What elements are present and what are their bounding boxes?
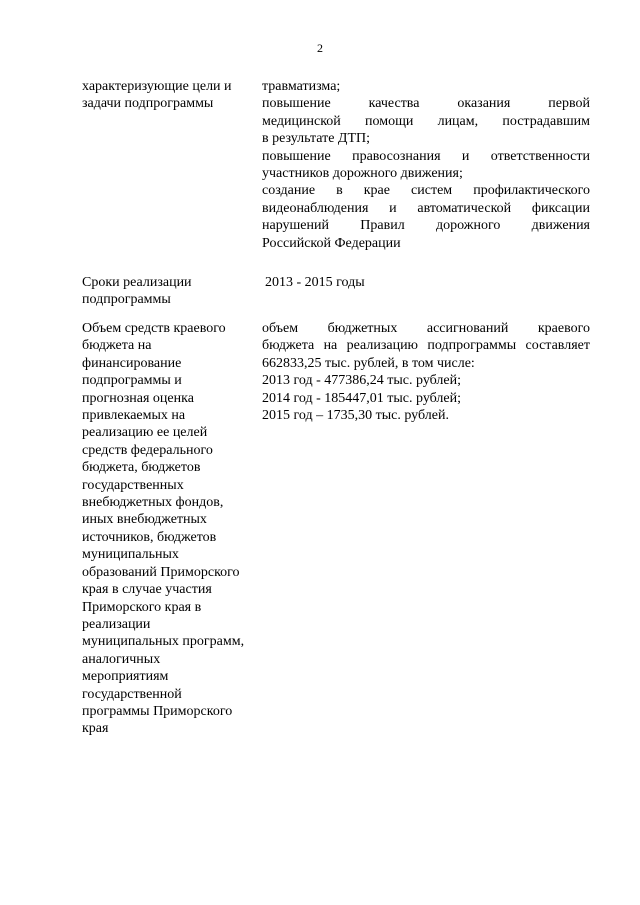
label-line: иных внебюджетных xyxy=(82,512,207,528)
label-line: внебюджетных фондов, xyxy=(82,495,224,511)
value-line: Российской Федерации xyxy=(262,235,401,251)
label-line: подпрограммы xyxy=(82,292,171,308)
row-label xyxy=(82,78,257,113)
label-line: бюджета на xyxy=(82,338,152,354)
label-line: реализацию ее целей xyxy=(82,425,208,441)
value-line: бюджета на реализацию подпрограммы составляет xyxy=(262,338,590,354)
row-value xyxy=(262,78,590,252)
label-line: края xyxy=(82,721,109,737)
label-line: привлекаемых на xyxy=(82,408,186,424)
label-line: прогнозная оценка xyxy=(82,390,194,406)
value-line: видеонаблюдения и автоматической фиксации xyxy=(262,200,590,216)
label-line: источников, бюджетов xyxy=(82,529,217,545)
label-line: финансирование xyxy=(82,355,182,371)
value-line: медицинской помощи лицам, пострадавшим xyxy=(262,113,590,129)
label-line: Объем средств краевого xyxy=(82,321,226,336)
label-line: края в случае участия xyxy=(82,582,212,598)
value-line: 2013 - 2015 годы xyxy=(265,275,365,290)
value-line: травматизма; xyxy=(262,79,341,94)
label-line: государственной xyxy=(82,686,182,702)
label-line: аналогичных xyxy=(82,651,161,667)
label-line: муниципальных xyxy=(82,547,179,563)
label-line: подпрограммы и xyxy=(82,373,182,389)
value-line: 2015 год – 1735,30 тыс. рублей. xyxy=(262,408,449,424)
value-line: 2013 год - 477386,24 тыс. рублей; xyxy=(262,373,462,389)
label-line: программы Приморского xyxy=(82,703,233,719)
label-line: бюджета, бюджетов xyxy=(82,460,201,476)
value-line: повышение качества оказания первой xyxy=(262,96,590,112)
label-line: образований Приморского xyxy=(82,564,240,580)
value-line: 662833,25 тыс. рублей, в том числе: xyxy=(262,355,475,371)
value-line: создание в крае систем профилактического xyxy=(262,183,590,199)
row-value xyxy=(262,274,593,291)
label-line: муниципальных программ, xyxy=(82,634,245,650)
label-line: реализации xyxy=(82,616,151,632)
value-line: в результате ДТП; xyxy=(262,131,371,147)
label-line: задачи подпрограммы xyxy=(82,96,214,112)
label-line: Сроки реализации xyxy=(82,275,192,290)
value-line: участников дорожного движения; xyxy=(262,166,463,182)
row-label xyxy=(82,274,257,309)
value-line: повышение правосознания и ответственности xyxy=(262,148,590,164)
page-number: 2 xyxy=(317,41,323,55)
value-line: нарушений Правил дорожного движения xyxy=(262,218,590,234)
label-line: характеризующие цели и xyxy=(82,79,232,94)
value-line: 2014 год - 185447,01 тыс. рублей; xyxy=(262,390,462,406)
row-value xyxy=(262,320,590,424)
label-line: государственных xyxy=(82,477,184,493)
label-line: мероприятиям xyxy=(82,669,169,685)
label-line: Приморского края в xyxy=(82,599,202,615)
row-label xyxy=(82,320,257,738)
label-line: средств федерального xyxy=(82,442,213,458)
value-line: объем бюджетных ассигнований краевого xyxy=(262,321,590,336)
